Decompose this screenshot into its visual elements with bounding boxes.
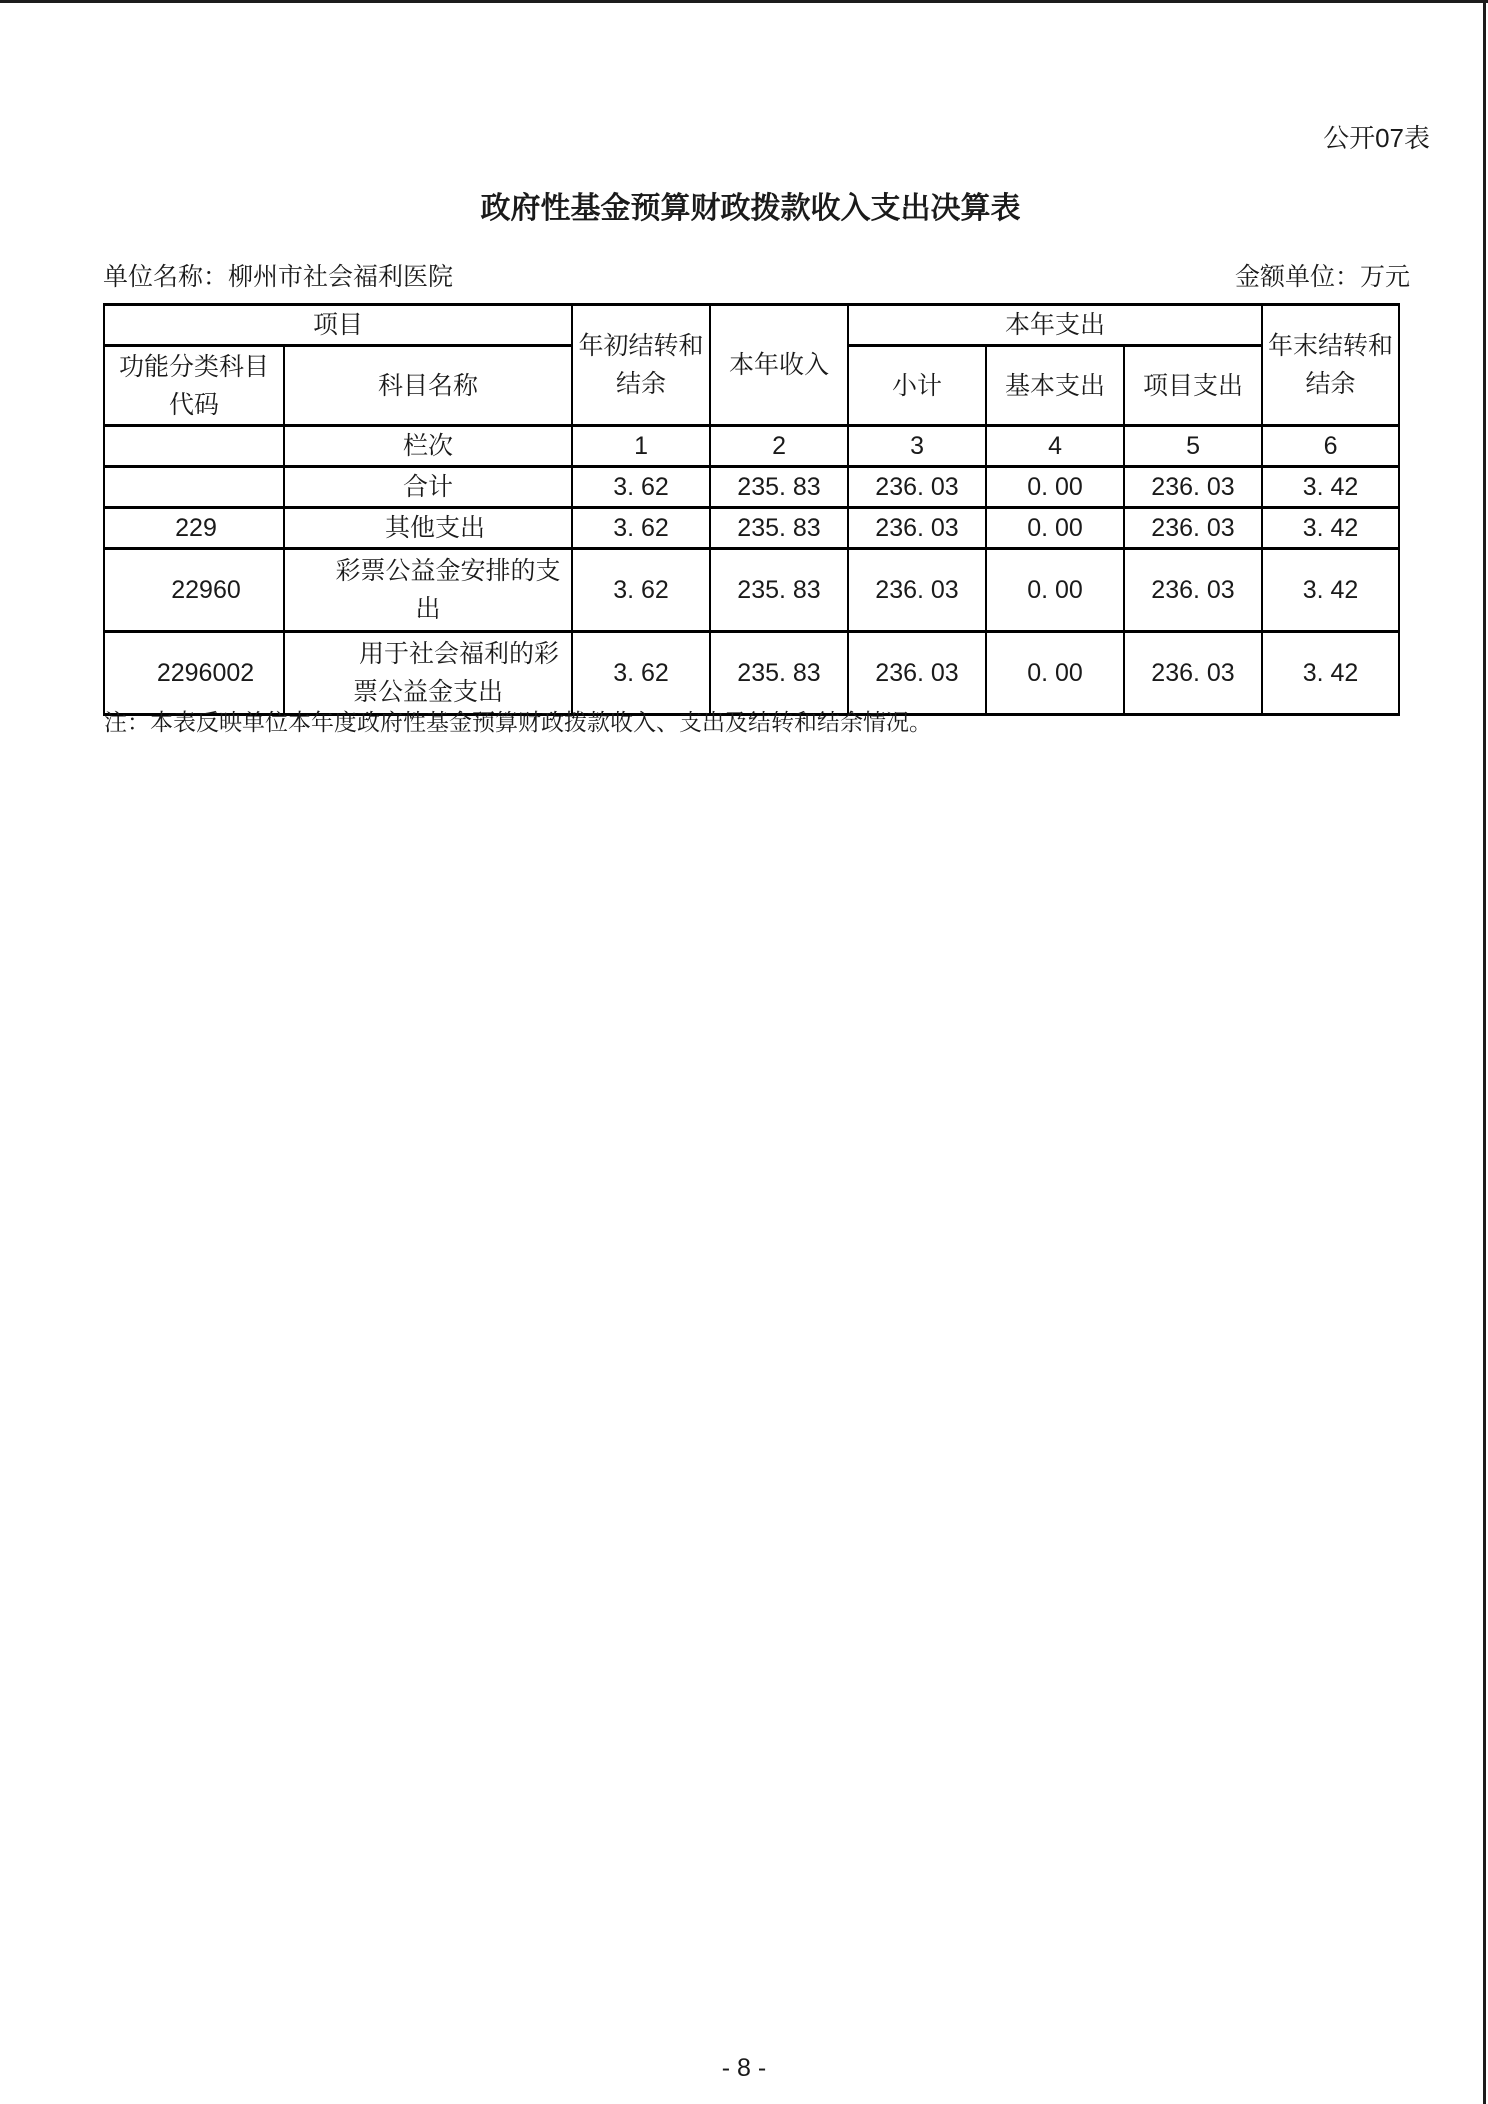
row-value: 3. 42	[1262, 549, 1399, 632]
lanci-col-2: 2	[710, 426, 848, 467]
row-code: 22960	[104, 549, 284, 632]
table-row-229	[104, 508, 1399, 549]
row-value: 236. 03	[1124, 549, 1262, 632]
lanci-empty-cell	[104, 426, 284, 467]
lanci-col-4: 4	[986, 426, 1124, 467]
row-value: 236. 03	[848, 508, 986, 549]
header-year-expense: 本年支出	[848, 305, 1262, 346]
row-value: 236. 03	[1124, 508, 1262, 549]
row-code	[104, 467, 284, 508]
header-basic-expense: 基本支出	[986, 346, 1124, 426]
header-project-expense: 项目支出	[1124, 346, 1262, 426]
row-value: 3. 62	[572, 632, 710, 715]
row-value: 3. 62	[572, 467, 710, 508]
lanci-col-3: 3	[848, 426, 986, 467]
header-subtotal: 小计	[848, 346, 986, 426]
page-top-edge-line	[0, 0, 1488, 3]
row-value: 0. 00	[986, 508, 1124, 549]
row-value: 235. 83	[710, 632, 848, 715]
row-value: 0. 00	[986, 549, 1124, 632]
row-name: 其他支出	[284, 508, 572, 549]
row-value: 0. 00	[986, 632, 1124, 715]
form-number-tag: 公开07表	[1323, 123, 1430, 153]
unit-name-label: 单位名称：柳州市社会福利医院	[103, 263, 454, 291]
row-value: 235. 83	[710, 508, 848, 549]
row-name: 用于社会福利的彩票公益金支出	[284, 632, 572, 715]
row-value: 3. 62	[572, 549, 710, 632]
header-row-1	[104, 305, 1399, 346]
column-index-row	[104, 426, 1399, 467]
row-value: 235. 83	[710, 549, 848, 632]
table-row-2296002	[104, 632, 1399, 715]
table-row-total	[104, 467, 1399, 508]
table-row-22960	[104, 549, 1399, 632]
lanci-col-1: 1	[572, 426, 710, 467]
row-value: 236. 03	[848, 467, 986, 508]
amount-unit-label: 金额单位：万元	[1234, 263, 1410, 291]
page-right-edge-line	[1483, 0, 1486, 2104]
row-value: 236. 03	[848, 632, 986, 715]
row-value: 0. 00	[986, 467, 1124, 508]
row-name: 合计	[284, 467, 572, 508]
table-footnote: 注：本表反映单位本年度政府性基金预算财政拨款收入、支出及结转和结余情况。	[104, 709, 932, 735]
header-function-code: 功能分类科目代码	[104, 346, 284, 426]
header-end-balance: 年末结转和结余	[1262, 305, 1399, 426]
lanci-label: 栏次	[284, 426, 572, 467]
header-subject-name: 科目名称	[284, 346, 572, 426]
header-begin-balance: 年初结转和结余	[572, 305, 710, 426]
row-code: 229	[104, 508, 284, 549]
page-title: 政府性基金预算财政拨款收入支出决算表	[480, 192, 1021, 225]
fund-budget-table	[103, 303, 1400, 716]
header-project: 项目	[104, 305, 572, 346]
row-value: 236. 03	[1124, 467, 1262, 508]
row-code: 2296002	[104, 632, 284, 715]
row-value: 235. 83	[710, 467, 848, 508]
lanci-col-5: 5	[1124, 426, 1262, 467]
row-value: 3. 62	[572, 508, 710, 549]
row-value: 3. 42	[1262, 467, 1399, 508]
page-number: - 8 -	[721, 2054, 767, 2082]
row-value: 236. 03	[1124, 632, 1262, 715]
row-value: 3. 42	[1262, 508, 1399, 549]
row-value: 236. 03	[848, 549, 986, 632]
header-year-income: 本年收入	[710, 305, 848, 426]
lanci-col-6: 6	[1262, 426, 1399, 467]
table-info-row	[103, 259, 1410, 295]
row-value: 3. 42	[1262, 632, 1399, 715]
row-name: 彩票公益金安排的支出	[284, 549, 572, 632]
